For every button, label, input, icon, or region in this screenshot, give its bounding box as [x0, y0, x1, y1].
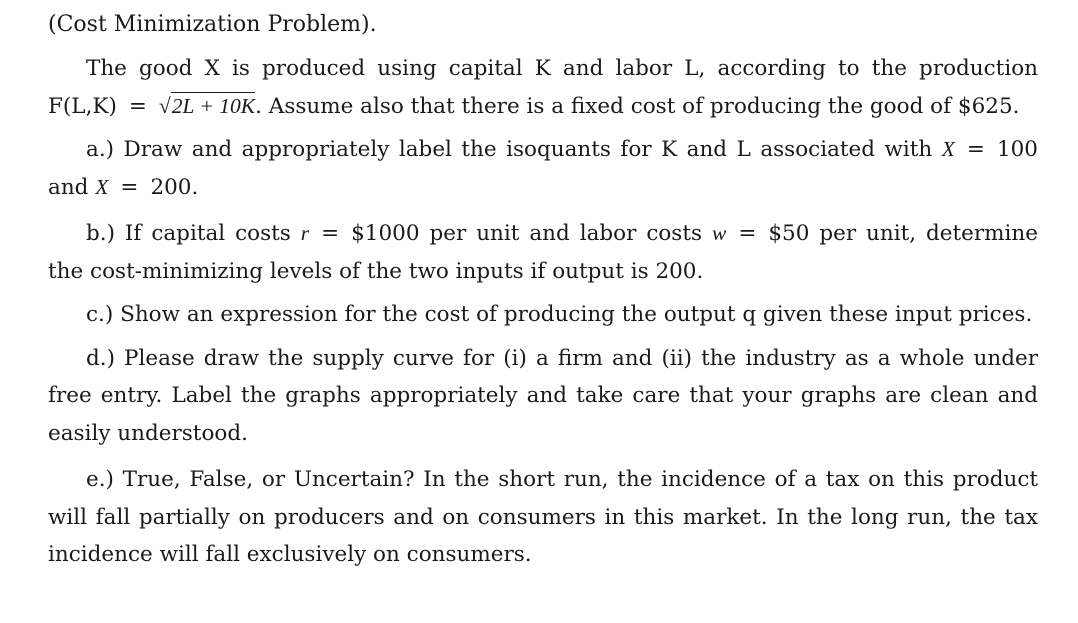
labor-cost-value: $50	[768, 221, 810, 246]
part-a-paragraph	[48, 131, 1038, 206]
equals-sign: =	[966, 137, 985, 162]
production-function-formula	[159, 92, 255, 118]
part-a-text: a.) Draw and appropriately label the isoquants for K and L associated with	[86, 137, 933, 162]
part-b-text-3: per unit, determine the cost-minimizing levels of the two inputs if output is 200.	[48, 221, 1038, 284]
part-c-paragraph: c.) Show an expression for the cost of producing the output q given these input prices.	[86, 302, 1033, 327]
part-b-text-2: per unit and labor costs	[429, 221, 703, 246]
part-e-paragraph: e.) True, False, or Uncertain? In the short run, the incidence of a tax on this product will fall partially on producers and on consumers in this market. In the long run, the tax incidence will fall exclusively on consumers.	[48, 467, 1038, 567]
sqrt-radicand: 2L + 10K	[171, 93, 256, 118]
part-b-text-1: b.) If capital costs	[86, 221, 291, 246]
variable-x: X	[95, 174, 109, 199]
variable-x: X	[941, 137, 955, 161]
isoquant-value-2: 200.	[150, 174, 199, 200]
intro-text-2: . Assume also that there is a fixed cost of producing the good of	[255, 93, 952, 119]
intro-paragraph	[48, 50, 1038, 125]
variable-r: r	[300, 221, 310, 245]
problem-title: (Cost Minimization Problem).	[48, 12, 377, 37]
production-function-label: F(L,K)	[48, 93, 117, 119]
part-d-paragraph: d.) Please draw the supply curve for (i) a firm and (ii) the industry as a whole under free entry. Label the graphs appropriately and take care that your graphs are clean and easily understood.	[48, 345, 1038, 446]
equals-sign: =	[738, 221, 757, 246]
intro-text-1: The good X is produced using capital K and labor L, according to the production	[86, 56, 1038, 81]
isoquant-value-1: 100 and	[48, 137, 1038, 200]
variable-w: w	[711, 221, 727, 245]
capital-cost-value: $1000	[351, 221, 420, 246]
equals-sign: =	[321, 221, 340, 246]
equals-sign: =	[128, 93, 147, 119]
equals-sign: =	[120, 174, 139, 200]
part-b-paragraph	[48, 215, 1038, 290]
sqrt-symbol: √	[158, 93, 171, 118]
fixed-cost-value: $625.	[957, 93, 1020, 119]
problem-document	[48, 8, 1038, 574]
